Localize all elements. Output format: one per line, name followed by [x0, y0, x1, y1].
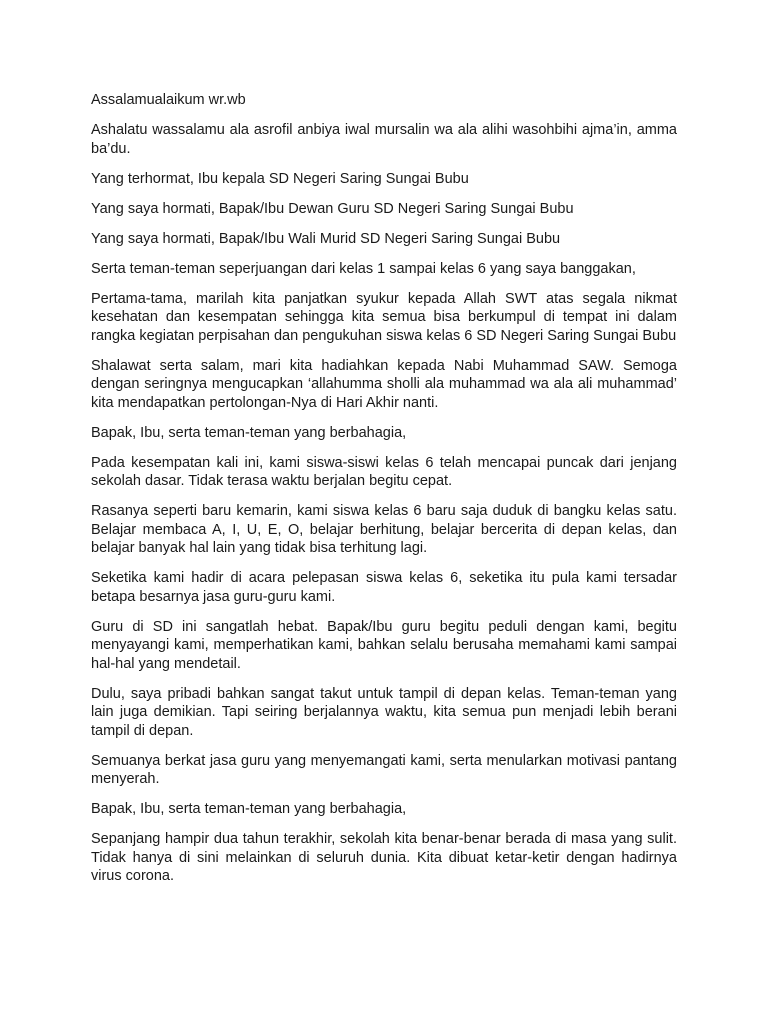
- address-paragraph: Bapak, Ibu, serta teman-teman yang berbahagia,: [91, 424, 407, 441]
- body-paragraph: Dulu, saya pribadi bahkan sangat takut untuk tampil di depan kelas. Teman-teman yang lain juga demikian. Tapi seiring berjalannya waktu, kita semua pun menjadi lebih berani tampil di depan.: [91, 685, 677, 739]
- salutation-friends: Serta teman-teman seperjuangan dari kelas 1 sampai kelas 6 yang saya banggakan,: [91, 260, 636, 277]
- salutation-parents: Yang saya hormati, Bapak/Ibu Wali Murid SD Negeri Saring Sungai Bubu: [91, 230, 561, 247]
- body-paragraph: Rasanya seperti baru kemarin, kami siswa kelas 6 baru saja duduk di bangku kelas satu. Belajar membaca A, I, U, E, O, belajar berhitung, belajar bercerita di depan kelas, dan belajar banyak hal lain yang tidak bisa terhitung lagi.: [91, 503, 677, 556]
- document-page: [91, 91, 677, 897]
- shalawat-paragraph: Shalawat serta salam, mari kita hadiahkan kepada Nabi Muhammad SAW. Semoga dengan seringnya mengucapkan ‘allahumma sholli ala muhammad wa ala ali muhammad’ kita mendapatkan pertolongan-Nya di Hari Akhir nanti.: [91, 357, 677, 411]
- body-paragraph: Semuanya berkat jasa guru yang menyemangati kami, serta menularkan motivasi pantang menyerah.: [91, 752, 677, 787]
- body-paragraph: Pada kesempatan kali ini, kami siswa-siswi kelas 6 telah mencapai puncak dari jenjang sekolah dasar. Tidak terasa waktu berjalan begitu cepat.: [91, 454, 677, 489]
- body-paragraph: Guru di SD ini sangatlah hebat. Bapak/Ibu guru begitu peduli dengan kami, begitu menyayangi kami, memperhatikan kami, bahkan selalu berusaha memahami kami sampai hal-hal yang mendetail.: [91, 618, 677, 672]
- gratitude-paragraph: Pertama-tama, marilah kita panjatkan syukur kepada Allah SWT atas segala nikmat kesehatan dan kesempatan sehingga kita semua bisa berkumpul di tempat ini dalam rangka kegiatan perpisahan dan pengukuhan siswa kelas 6 SD Negeri Saring Sungai Bubu: [91, 290, 677, 344]
- greeting-paragraph: Assalamualaikum wr.wb: [91, 92, 246, 108]
- salutation-teachers: Yang saya hormati, Bapak/Ibu Dewan Guru SD Negeri Saring Sungai Bubu: [91, 200, 574, 217]
- salutation-principal: Yang terhormat, Ibu kepala SD Negeri Saring Sungai Bubu: [91, 170, 469, 187]
- address-paragraph: Bapak, Ibu, serta teman-teman yang berbahagia,: [91, 801, 407, 817]
- body-paragraph: Seketika kami hadir di acara pelepasan siswa kelas 6, seketika itu pula kami tersadar betapa besarnya jasa guru-guru kami.: [91, 570, 677, 605]
- body-paragraph: Sepanjang hampir dua tahun terakhir, sekolah kita benar-benar berada di masa yang sulit. Tidak hanya di sini melainkan di seluruh dunia. Kita dibuat ketar-ketir dengan hadirnya virus corona.: [91, 831, 677, 884]
- opening-prayer-paragraph: Ashalatu wassalamu ala asrofil anbiya iwal mursalin wa ala alihi wasohbihi ajma’in, amma ba’du.: [91, 122, 677, 157]
